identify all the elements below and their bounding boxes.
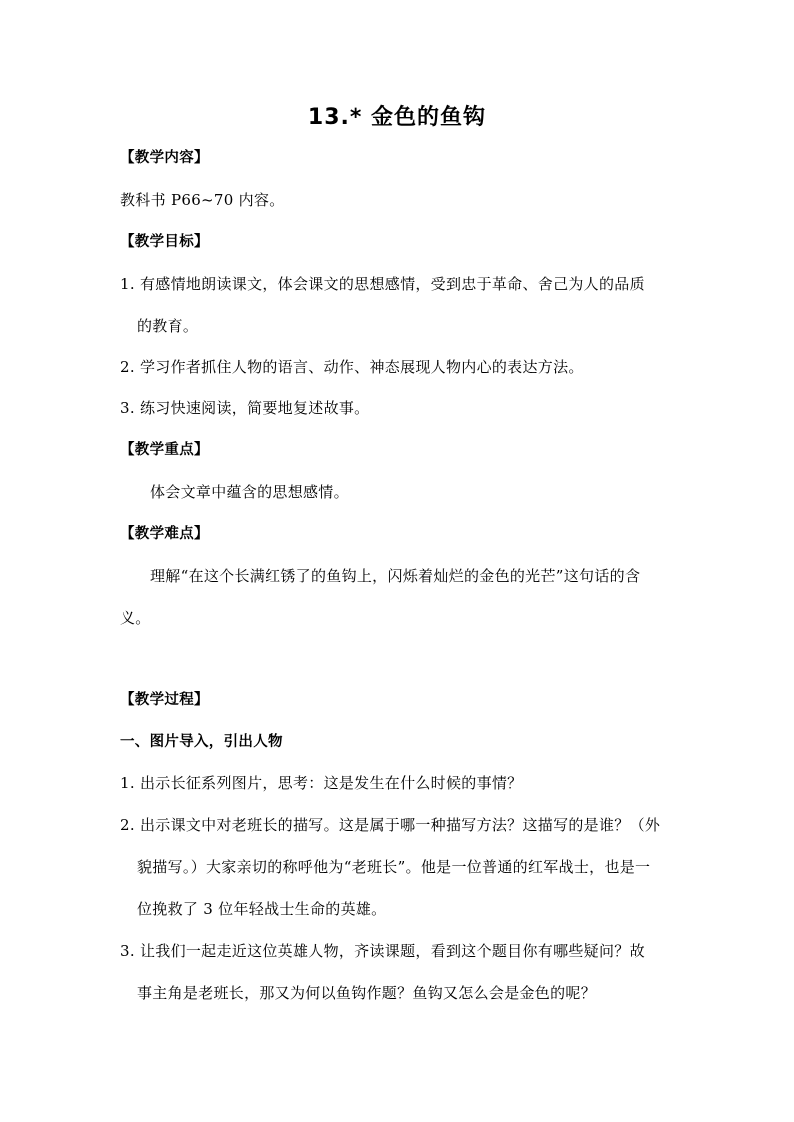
step-1: 1. 出示长征系列图片，思考：这是发生在什么时候的事情？ (120, 774, 523, 792)
key-points-text: 体会文章中蕴含的思想感情。 (150, 483, 349, 501)
step-3-line-1: 3. 让我们一起走近这位英雄人物，齐读课题，看到这个题目你有哪些疑问？故 (120, 942, 645, 960)
key-points-heading: 【教学重点】 (120, 442, 209, 458)
teaching-content-text: 教科书 P66~70 内容。 (120, 191, 285, 209)
goal-3: 3. 练习快速阅读，简要地复述故事。 (120, 399, 370, 417)
goal-2: 2. 学习作者抓住人物的语言、动作、神态展现人物内心的表达方法。 (120, 358, 584, 376)
difficulty-heading: 【教学难点】 (120, 526, 209, 542)
goal-1-line-2: 的教育。 (137, 317, 199, 335)
document-title: 13.* 金色的鱼钩 (307, 105, 487, 130)
step-3-line-2: 事主角是老班长，那又为何以鱼钩作题？鱼钩又怎么会是金色的呢？ (137, 984, 597, 1002)
step-one-heading: 一、图片导入，引出人物 (120, 734, 283, 750)
difficulty-line-2: 义。 (120, 609, 151, 627)
difficulty-line-1: 理解“在这个长满红锈了的鱼钩上，闪烁着灿烂的金色的光芒”这句话的含 (150, 567, 641, 585)
step-2-line-1: 2. 出示课文中对老班长的描写。这是属于哪一种描写方法？这描写的是谁？（外 (120, 816, 661, 834)
step-2-line-3: 位挽救了 3 位年轻战士生命的英雄。 (137, 900, 387, 918)
teaching-process-heading: 【教学过程】 (120, 692, 209, 708)
teaching-goals-heading: 【教学目标】 (120, 234, 209, 250)
goal-1-line-1: 1. 有感情地朗读课文，体会课文的思想感情，受到忠于革命、舍己为人的品质 (120, 275, 645, 293)
step-2-line-2: 貌描写。）大家亲切的称呼他为“老班长”。他是一位普通的红军战士，也是一 (137, 858, 651, 876)
teaching-content-heading: 【教学内容】 (120, 150, 209, 166)
